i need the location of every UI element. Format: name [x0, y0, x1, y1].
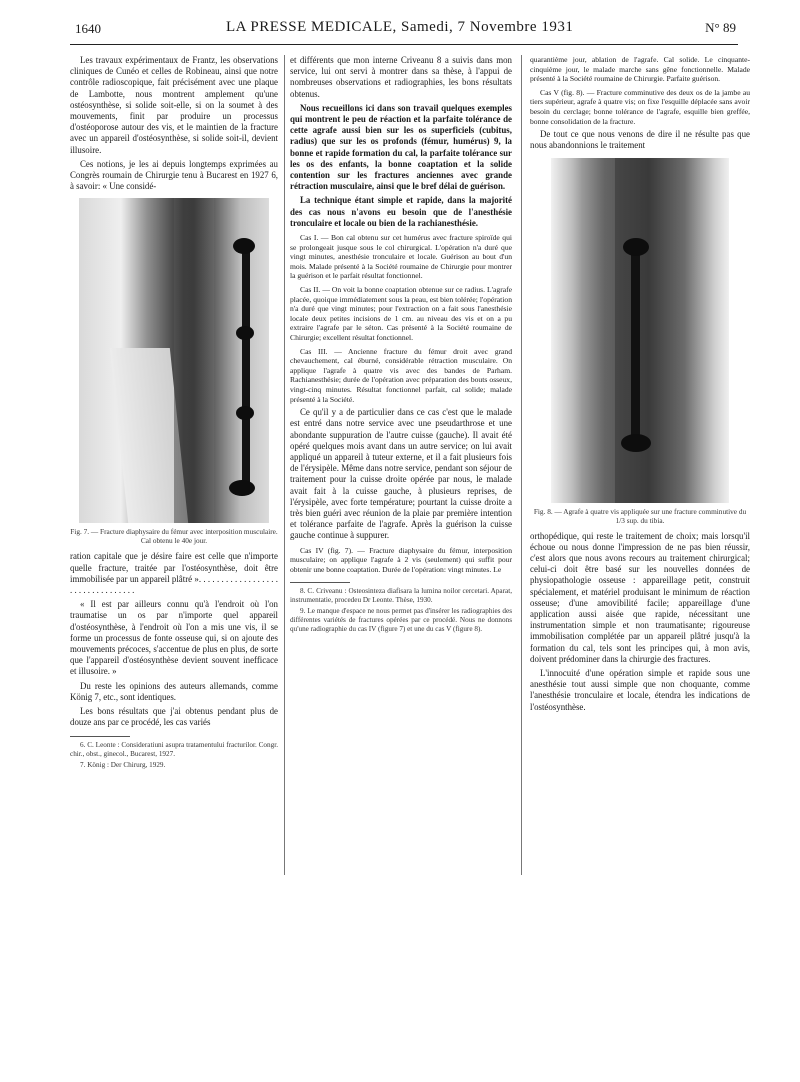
- paragraph: Ce qu'il y a de particulier dans ce cas c'est que le malade est entré dans notre service avec une pseudarthrose et une abondante suppuration de l'autre cuisse (gauche). Il avait été opéré quelques mois avant dans un autre service; on lui avait appliqué un appareil à tuteur externe, et il a fait plusieurs fois de l'érysipèle. Même dans notre service, pendant son séjour de traitement pour la cuisse droite opérée par nous, le malade avait fait à la cuisse gauche, à plusieurs reprises, de l'érysipèle, avec forte température; pourtant la cuisse droite a très bien guéri avec réunion de la plaie par première intention et tolérance parfaite de l'agrafe. Après la guérison la cuisse gauche continue à suppurer.: [290, 407, 512, 541]
- footnote-rule: [70, 736, 130, 737]
- paragraph: « Il est par ailleurs connu qu'à l'endroit où l'on traumatise un os par n'importe quel appareil d'ostéosynthèse, à l'endroit où l'on a mis une vis, il se forme un processus de fonte osseuse qui, si on ajoute des mouvements précoces, s'accentue de plus en plus, de sorte que l'appareil d'ostéosynthèse devient souvent inefficace et illusoire. »: [70, 599, 278, 677]
- figure-7-radiograph: [79, 198, 269, 523]
- footnote-rule: [290, 582, 350, 583]
- paragraph: Les travaux expérimentaux de Frantz, les observations cliniques de Cunéo et celles de Robineau, ainsi que notre contrôle radioscopique, fait précisément avec une plaque de Lambotte, nous montrent amplement qu'une ostéosynthèse, si solide soit-elle, si on la soumet à des mouvements, finit par produire un processus d'ostéoporose autour des vis, et le maintien de la fracture avec un appareil d'ostéosynthèse, si solide soit-il, devient illusoire.: [70, 55, 278, 155]
- paragraph: Du reste les opinions des auteurs allemands, comme König 7, etc., sont identiques.: [70, 680, 278, 702]
- footnote: 8. C. Criveanu : Osteosinteza diafisara la lumina noilor cercetari. Aparat, instrumentatie, procedeu Dr Leonte. Thèse, 1930.: [290, 587, 512, 605]
- paragraph: La technique étant simple et rapide, dans la majorité des cas nous n'avons eu besoin que de l'anesthésie tronculaire et locale ou bien de la rachianesthésie.: [290, 195, 512, 228]
- column-2: [290, 55, 512, 636]
- paragraph: L'innocuité d'une opération simple et rapide sous une anesthésie tout aussi simple que non choquante, comme l'anesthésie tronculaire et locale, étendra les indications de l'ostéosynthèse.: [530, 668, 750, 712]
- paragraph: Les bons résultats que j'ai obtenus pendant plus de douze ans par ce procédé, les cas variés: [70, 706, 278, 728]
- case-5: Cas V (fig. 8). — Fracture comminutive des deux os de la jambe au tiers supérieur, agrafe à quatre vis; on fixe l'esquille déplacée sans avoir besoin du cerclage; bonne tolérance de l'agrafe, esquille bien greffée, bonne consolidation de la fracture.: [530, 87, 750, 126]
- case-2: Cas II. — On voit la bonne coaptation obtenue sur ce radius. L'agrafe placée, quoique immédiatement sous la peau, est bien tolérée; l'opération n'a duré que vingt minutes; pour l'extraction on a fait sous l'anesthésie locale deux petites incisions de 1 cm. au niveau des vis et on a pu extraire l'agrafe par le séton. Cas présenté à la Société roumaine de Chirurgie; excellent résultat fonctionnel.: [290, 285, 512, 342]
- paragraph: quarantième jour, ablation de l'agrafe. Cal solide. Le cinquante-cinquième jour, le malade marche sans gêne fonctionnelle. Malade présenté à la Société roumaine de Chirurgie. Parfaite guérison.: [530, 55, 750, 84]
- paragraph: De tout ce que nous venons de dire il ne résulte pas que nous abandonnions le traitement: [530, 129, 750, 151]
- case-3: Cas III. — Ancienne fracture du fémur droit avec grand chevauchement, cal éburné, considérable rétraction musculaire. On applique l'agrafe à quatre vis avec des bandes de Parham. Rachianesthésie; durée de l'opération avec préparation des bouts osseux, vingt-cinq minutes. Résultat fonctionnel parfait, cal solide; malade présenté à la Société.: [290, 346, 512, 404]
- page-number: 1640: [75, 21, 101, 36]
- paragraph: Ces notions, je les ai depuis longtemps exprimées au Congrès roumain de Chirurgie tenu à Bucarest en 1927 6, à savoir: « Une considé-: [70, 158, 278, 192]
- paragraph: et différents que mon interne Criveanu 8 a suivis dans mon service, lui ont servi à montrer dans sa thèse, à l'appui de nombreuses observations et radiographies, les bons résultats obtenus.: [290, 55, 512, 99]
- paragraph: Nous recueillons ici dans son travail quelques exemples qui montrent le peu de réaction et la parfaite tolérance de cette agrafe aussi bien sur les os superficiels (cubitus, radius) que sur les os profonds (fémur, humérus) 9, la bonne et rapide formation du cal, la parfaite tolérance sur les os des enfants, la bonne coaptation et la solide contention sur les fractures anciennes avec grande rétraction musculaire, ainsi que le bref délai de guérison.: [290, 102, 512, 192]
- column-divider: [284, 55, 285, 875]
- case-4: Cas IV (fig. 7). — Fracture diaphysaire du fémur, interposition musculaire; on applique l'agrafe à 2 vis (seulement) qui suffit pour obtenir une bonne coaptation. Durée de l'opération: vingt minutes. Le: [290, 545, 512, 574]
- figure-8-caption: Fig. 8. — Agrafe à quatre vis appliquée sur une fracture comminutive du 1/3 sup. du tibia.: [533, 506, 747, 525]
- figure-7-caption: Fig. 7. — Fracture diaphysaire du fémur avec interposition musculaire. Cal obtenu le 40e jour.: [70, 527, 278, 546]
- footnote: 9. Le manque d'espace ne nous permet pas d'insérer les radiographies des différentes variétés de fractures opérées par ce procédé. Nous ne donnons qu'une radiographie du cas IV (figure 7) et une du cas V (figure 8).: [290, 607, 512, 634]
- issue-number: N° 89: [705, 20, 736, 35]
- paragraph: orthopédique, qui reste le traitement de choix; mais lorsqu'il échoue ou nous donne l'impression de ne pas bien réussir, c'est alors que nous avons recours au traitement chirurgical; celui-ci doit être basé sur les nouvelles données de physiopathologie osseuse : appareillage petit, construit spécialement, et matériel produisant le minimum de réaction osseuse; d'une amovibilité facile; appareillage d'une application aussi aisée que rapide, nécessitant une instrumentation simple et non traumatisante; rigoureuse immobilisation complétée par un appareil plâtré jusqu'à la formation du cal, tels sont les principes qui, à mon avis, doivent prédominer dans la chirurgie des fractures.: [530, 530, 750, 664]
- footnote: 7. König : Der Chirurg, 1929.: [80, 761, 166, 770]
- column-3: [530, 55, 750, 716]
- paragraph: ration capitale que je désire faire est celle que n'importe quelle fracture, traitée par l'ostéosynthèse, doit être immobilisée par un appareil plâtré ». . . . . . . . . . . . . . . . . . . . . . . . . . . . . . . . .: [70, 551, 278, 596]
- page-header: [70, 18, 738, 45]
- figure-8-radiograph: [551, 158, 729, 503]
- case-1: Cas I. — Bon cal obtenu sur cet humérus avec fracture spiroïde qui se prolongeait jusque sous le col chirurgical. L'opération n'a duré que vingt minutes, anesthésie tronculaire et locale. Guérison au bout d'un mois. Malade présenté à la Société roumaine de Chirurgie pour montrer la guérison et le parfait résultat fonctionnel.: [290, 233, 512, 281]
- column-1: [70, 55, 278, 772]
- footnote: 6. C. Leonte : Consideratiuni asupra tratamentului fracturilor. Congr. chir., obst., ginecol., Bucarest, 1927.: [70, 741, 278, 759]
- journal-title: LA PRESSE MEDICALE, Samedi, 7 Novembre 1931: [226, 19, 574, 35]
- column-divider: [521, 55, 522, 875]
